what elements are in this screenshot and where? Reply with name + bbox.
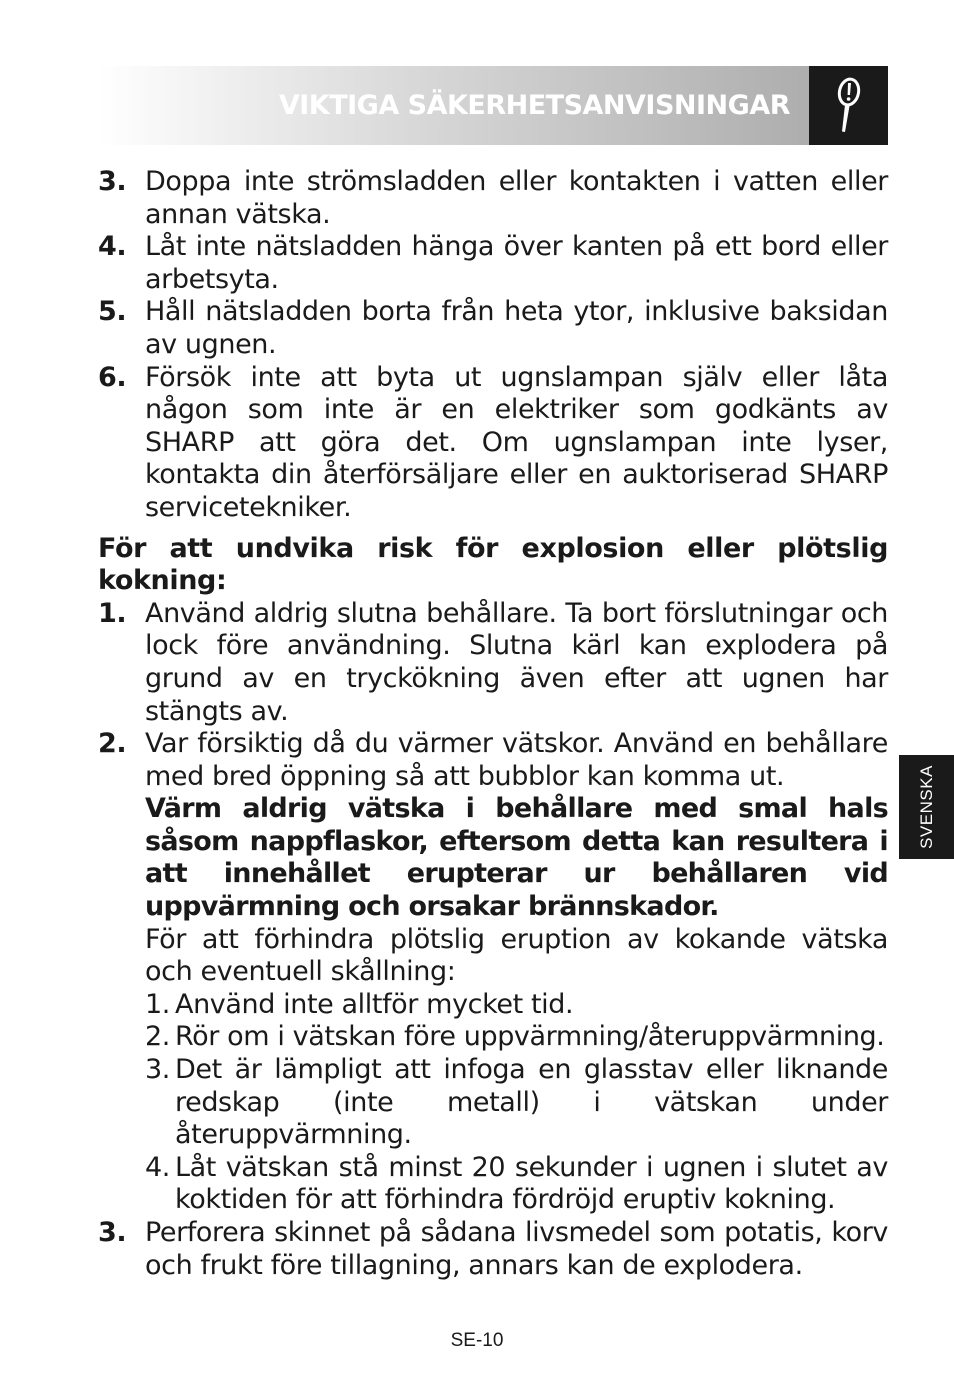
sub-item-text: Rör om i vätskan före uppvärmning/återuppvärmning. xyxy=(175,1021,885,1053)
item-number: 2. xyxy=(98,728,127,760)
language-tab-label: SVENSKA xyxy=(916,765,936,849)
item-text: Försök inte att byta ut ugnslampan själv eller låta någon som inte är en elektriker som godkänts av SHARP att göra det. Om ugnslampan inte lyser, kontakta din återförsäljare eller en auktoriserad SHARP servicetekniker. xyxy=(145,361,888,523)
list-item xyxy=(98,1217,888,1282)
exclamation-magnifier-icon xyxy=(809,66,888,145)
item-number: 3. xyxy=(98,1217,127,1248)
list-item xyxy=(98,728,888,1217)
sub-item-number: 2. xyxy=(145,1021,170,1053)
list-item xyxy=(98,296,888,361)
list-item xyxy=(98,231,888,296)
item-number: 6. xyxy=(98,361,127,393)
sub-item-text: Använd inte alltför mycket tid. xyxy=(175,988,574,1020)
steps-intro: För att förhindra plötslig eruption av kokande vätska och eventuell skållning: xyxy=(145,923,888,988)
list-item xyxy=(98,166,888,231)
sub-list-item xyxy=(145,989,888,1022)
sub-item-text: Låt vätskan stå minst 20 sekunder i ugnen i slutet av koktiden för att förhindra fördröjd eruptiv kokning. xyxy=(175,1151,888,1216)
sub-list-item xyxy=(145,1054,888,1152)
sub-list-item xyxy=(145,1152,888,1217)
item-number: 4. xyxy=(98,231,127,263)
warning-text: Värm aldrig vätska i behållare med smal hals såsom nappflaskor, eftersom detta kan resultera i att innehållet erupterar ur behållaren vid uppvärmning och orsakar brännskador. xyxy=(145,793,888,923)
item-text: Doppa inte strömsladden eller kontakten i vatten eller annan vätska. xyxy=(145,166,888,230)
list-item xyxy=(98,598,888,728)
language-tab xyxy=(899,755,954,859)
item-text: Låt inte nätsladden hänga över kanten på ett bord eller arbetsyta. xyxy=(145,231,888,295)
item-number: 5. xyxy=(98,296,127,328)
sub-item-number: 1. xyxy=(145,988,170,1020)
sub-item-text: Det är lämpligt att infoga en glasstav eller liknande redskap (inte metall) i vätskan under återuppvärmning. xyxy=(175,1054,888,1151)
item-text: Håll nätsladden borta från heta ytor, inklusive baksidan av ugnen. xyxy=(145,296,888,360)
header-title: VIKTIGA SÄKERHETSANVISNINGAR xyxy=(278,90,790,121)
section-header xyxy=(98,66,888,145)
item-text: Använd aldrig slutna behållare. Ta bort förslutningar och lock före användning. Slutna kärl kan explodera på grund av en tryckökning även efter att ugnen har stängts av. xyxy=(145,597,888,727)
page-number: SE-10 xyxy=(450,1330,504,1351)
section-heading: För att undvika risk för explosion eller plötslig kokning: xyxy=(98,532,888,597)
header-icon-box xyxy=(809,66,888,145)
sub-list-item xyxy=(145,1021,888,1054)
content-body xyxy=(98,166,888,1282)
item-number: 1. xyxy=(98,597,127,629)
item-number: 3. xyxy=(98,166,127,197)
item-text: Var försiktig då du värmer vätskor. Använd en behållare med bred öppning så att bubblor kan komma ut. xyxy=(145,728,888,792)
sub-item-number: 4. xyxy=(145,1151,170,1183)
sub-item-number: 3. xyxy=(145,1054,170,1086)
list-item xyxy=(98,362,888,525)
item-text: Perforera skinnet på sådana livsmedel som potatis, korv och frukt före tillagning, annars kan de explodera. xyxy=(145,1217,888,1281)
